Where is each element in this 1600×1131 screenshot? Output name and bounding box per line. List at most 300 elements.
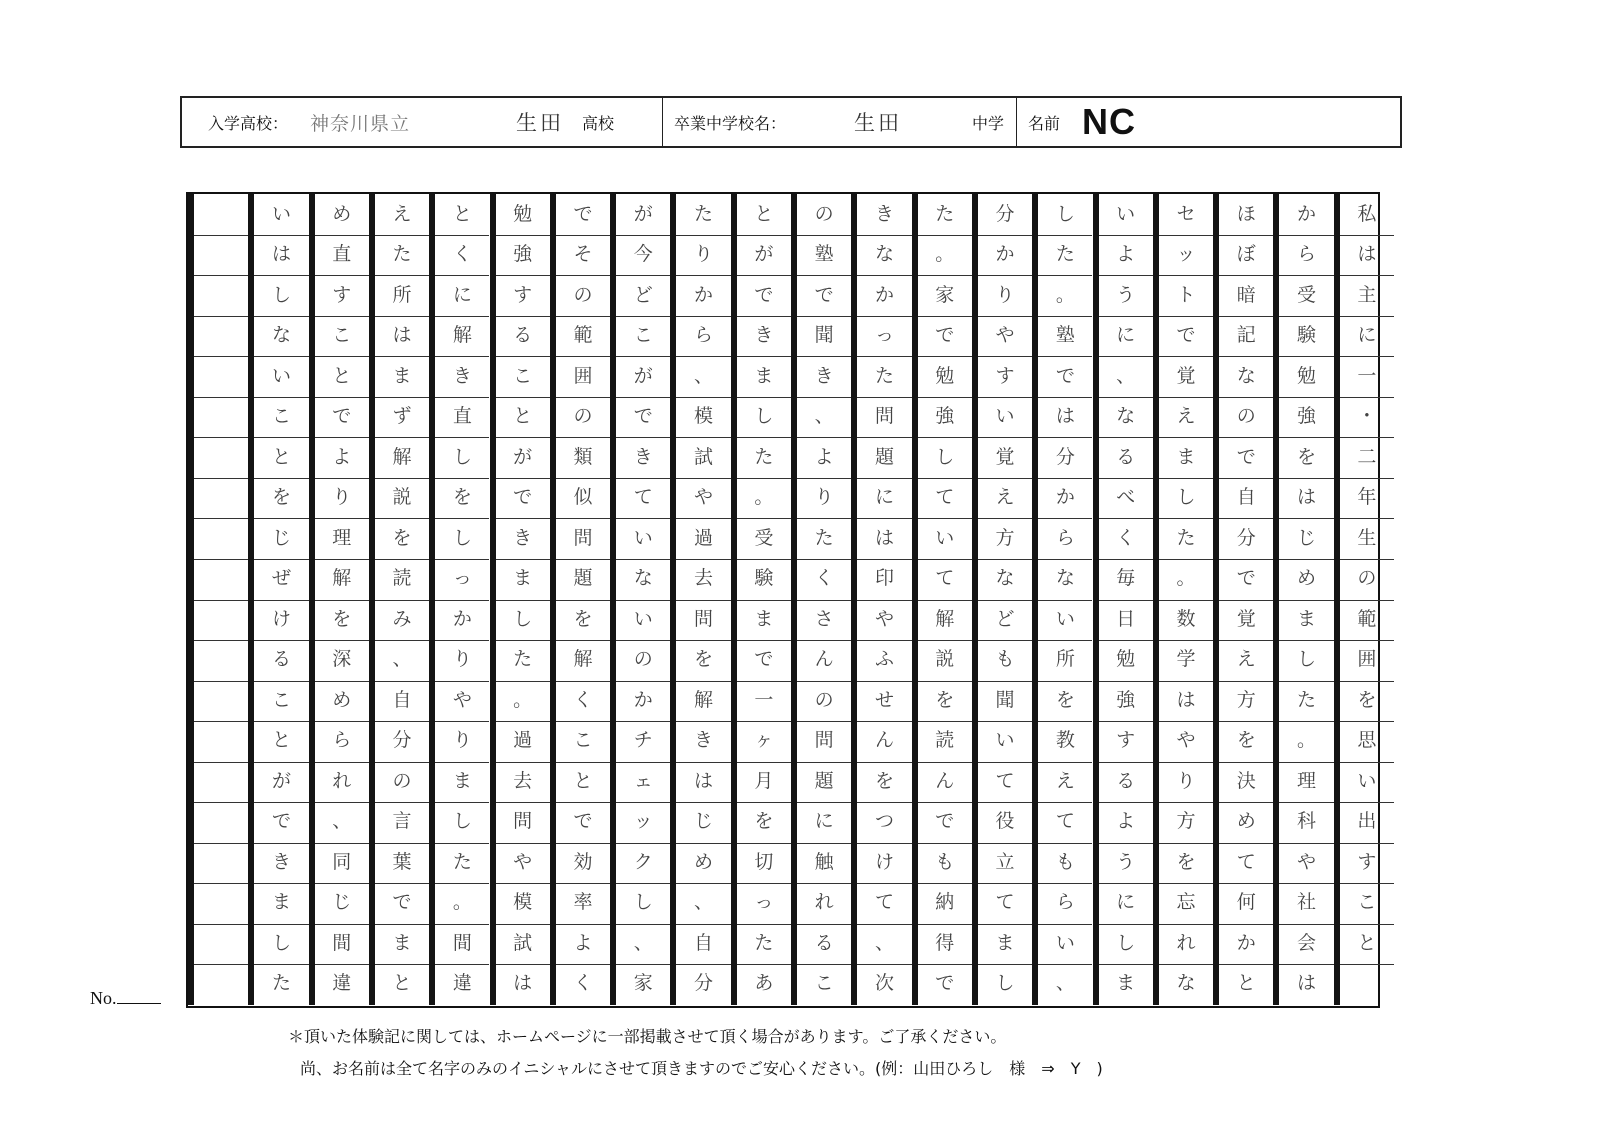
manuscript-cell: ら xyxy=(1297,243,1317,266)
manuscript-cell: を xyxy=(1297,445,1317,468)
row-line xyxy=(737,397,791,398)
row-line xyxy=(978,235,1032,236)
manuscript-cell: を xyxy=(573,607,593,630)
manuscript-cell: か xyxy=(1055,486,1075,509)
manuscript-cell: 違 xyxy=(452,972,472,995)
row-line xyxy=(254,397,308,398)
row-line xyxy=(1279,559,1333,560)
column-divider xyxy=(610,194,616,1005)
manuscript-cell: よ xyxy=(814,445,834,468)
manuscript-cell: よ xyxy=(573,931,593,954)
row-line xyxy=(375,721,429,722)
manuscript-cell: 説 xyxy=(935,648,955,671)
row-line xyxy=(435,397,489,398)
manuscript-cell: こ xyxy=(271,405,291,428)
manuscript-cell: 数 xyxy=(1176,607,1196,630)
manuscript-cell: 、 xyxy=(633,931,653,954)
row-line xyxy=(1038,437,1092,438)
row-line xyxy=(676,843,730,844)
manuscript-cell: 生 xyxy=(1357,526,1377,549)
row-line xyxy=(1099,964,1153,965)
manuscript-cell: と xyxy=(754,202,774,225)
manuscript-cell: こ xyxy=(271,688,291,711)
manuscript-cell: な xyxy=(633,567,653,590)
manuscript-cell: も xyxy=(995,648,1015,671)
row-line xyxy=(496,802,550,803)
manuscript-cell: り xyxy=(452,729,472,752)
manuscript-cell: ど xyxy=(633,283,653,306)
manuscript-cell: ク xyxy=(633,850,653,873)
manuscript-cell: 、 xyxy=(392,648,412,671)
row-line xyxy=(797,721,851,722)
manuscript-cell: よ xyxy=(1116,243,1136,266)
manuscript-cell: 強 xyxy=(1116,688,1136,711)
row-line xyxy=(918,924,972,925)
row-line xyxy=(254,883,308,884)
row-line xyxy=(315,478,369,479)
row-line xyxy=(194,883,248,884)
row-line xyxy=(315,518,369,519)
manuscript-cell: じ xyxy=(271,526,291,549)
row-line xyxy=(1340,802,1394,803)
manuscript-cell: の xyxy=(573,283,593,306)
manuscript-cell: く xyxy=(814,567,834,590)
manuscript-cell: い xyxy=(1116,202,1136,225)
manuscript-column xyxy=(315,194,369,1005)
manuscript-cell: な xyxy=(1176,972,1196,995)
column-divider xyxy=(912,194,918,1005)
row-line xyxy=(435,437,489,438)
manuscript-column xyxy=(1340,194,1394,1005)
manuscript-cell: り xyxy=(694,243,714,266)
manuscript-cell: 葉 xyxy=(392,850,412,873)
row-line xyxy=(1038,478,1092,479)
manuscript-cell: い xyxy=(935,526,955,549)
manuscript-cell: も xyxy=(1055,850,1075,873)
row-line xyxy=(918,802,972,803)
manuscript-column xyxy=(918,194,972,1005)
row-line xyxy=(254,518,308,519)
row-line xyxy=(797,762,851,763)
row-line xyxy=(194,316,248,317)
row-line xyxy=(978,681,1032,682)
row-line xyxy=(1279,681,1333,682)
manuscript-cell: と xyxy=(271,445,291,468)
manuscript-cell: ま xyxy=(392,931,412,954)
row-line xyxy=(1279,275,1333,276)
manuscript-cell: ん xyxy=(935,769,955,792)
row-line xyxy=(737,802,791,803)
column-divider xyxy=(1334,194,1340,1005)
row-line xyxy=(435,843,489,844)
manuscript-cell: め xyxy=(1297,567,1317,590)
row-line xyxy=(1159,235,1213,236)
row-line xyxy=(254,843,308,844)
manuscript-cell: る xyxy=(1116,769,1136,792)
row-line xyxy=(1038,964,1092,965)
row-line xyxy=(857,275,911,276)
row-line xyxy=(797,640,851,641)
row-line xyxy=(254,640,308,641)
manuscript-cell: と xyxy=(1236,972,1256,995)
row-line xyxy=(194,397,248,398)
manuscript-cell: 率 xyxy=(573,891,593,914)
manuscript-cell: に xyxy=(814,810,834,833)
manuscript-cell: が xyxy=(754,243,774,266)
name-label: 名前 xyxy=(1028,113,1061,133)
row-line xyxy=(556,883,610,884)
row-line xyxy=(1099,559,1153,560)
row-line xyxy=(1099,924,1153,925)
manuscript-cell: 問 xyxy=(573,526,593,549)
row-line xyxy=(737,924,791,925)
row-line xyxy=(918,883,972,884)
row-line xyxy=(1279,356,1333,357)
manuscript-cell: し xyxy=(995,972,1015,995)
row-line xyxy=(1038,802,1092,803)
row-line xyxy=(918,518,972,519)
manuscript-cell: と xyxy=(573,769,593,792)
manuscript-cell: こ xyxy=(573,729,593,752)
row-line xyxy=(737,600,791,601)
row-line xyxy=(1099,437,1153,438)
manuscript-cell: 塾 xyxy=(1055,324,1075,347)
row-line xyxy=(1099,356,1153,357)
manuscript-cell: で xyxy=(573,202,593,225)
row-line xyxy=(194,721,248,722)
manuscript-cell: 強 xyxy=(1297,405,1317,428)
manuscript-cell: で xyxy=(392,891,412,914)
manuscript-cell: こ xyxy=(814,972,834,995)
column-divider xyxy=(791,194,797,1005)
manuscript-cell: 、 xyxy=(694,891,714,914)
row-line xyxy=(1038,762,1092,763)
row-line xyxy=(1159,964,1213,965)
row-line xyxy=(375,235,429,236)
row-line xyxy=(1219,640,1273,641)
row-line xyxy=(496,478,550,479)
manuscript-cell: 二 xyxy=(1357,445,1377,468)
manuscript-cell: 勉 xyxy=(513,202,533,225)
row-line xyxy=(375,802,429,803)
manuscript-cell: 効 xyxy=(573,850,593,873)
manuscript-cell: ま xyxy=(513,567,533,590)
row-line xyxy=(857,924,911,925)
row-line xyxy=(1219,600,1273,601)
row-line xyxy=(737,518,791,519)
row-line xyxy=(1279,518,1333,519)
manuscript-cell: し xyxy=(754,405,774,428)
row-line xyxy=(1219,924,1273,925)
row-line xyxy=(375,843,429,844)
row-line xyxy=(616,478,670,479)
manuscript-cell: じ xyxy=(332,891,352,914)
manuscript-cell: え xyxy=(1176,405,1196,428)
manuscript-cell: で xyxy=(754,283,774,306)
manuscript-cell: 方 xyxy=(1236,688,1256,711)
manuscript-cell: な xyxy=(1236,364,1256,387)
manuscript-cell: え xyxy=(392,202,412,225)
manuscript-cell: も xyxy=(935,850,955,873)
row-line xyxy=(194,681,248,682)
manuscript-cell: れ xyxy=(332,769,352,792)
manuscript-cell: え xyxy=(995,486,1015,509)
manuscript-cell: て xyxy=(995,891,1015,914)
row-line xyxy=(737,316,791,317)
manuscript-cell: し xyxy=(1116,931,1136,954)
row-line xyxy=(556,518,610,519)
manuscript-cell: み xyxy=(392,607,412,630)
column-divider xyxy=(429,194,435,1005)
row-line xyxy=(315,883,369,884)
row-line xyxy=(1159,397,1213,398)
row-line xyxy=(496,437,550,438)
manuscript-cell: ん xyxy=(874,729,894,752)
row-line xyxy=(194,235,248,236)
row-line xyxy=(797,681,851,682)
manuscript-cell: が xyxy=(633,364,653,387)
manuscript-cell: る xyxy=(814,931,834,954)
row-line xyxy=(1340,235,1394,236)
manuscript-cell: う xyxy=(1116,283,1136,306)
manuscript-cell: め xyxy=(1236,810,1256,833)
row-line xyxy=(737,275,791,276)
manuscript-cell: 覚 xyxy=(1176,364,1196,387)
row-line xyxy=(978,478,1032,479)
row-line xyxy=(496,275,550,276)
row-line xyxy=(737,762,791,763)
row-line xyxy=(616,640,670,641)
manuscript-cell: で xyxy=(332,405,352,428)
row-line xyxy=(496,356,550,357)
row-line xyxy=(1340,600,1394,601)
row-line xyxy=(676,762,730,763)
manuscript-cell: 家 xyxy=(633,972,653,995)
row-line xyxy=(1099,478,1153,479)
row-line xyxy=(1099,235,1153,236)
column-divider xyxy=(248,194,254,1005)
row-line xyxy=(435,316,489,317)
row-line xyxy=(1038,640,1092,641)
row-line xyxy=(1340,640,1394,641)
manuscript-cell: を xyxy=(271,486,291,509)
manuscript-cell: 教 xyxy=(1055,729,1075,752)
row-line xyxy=(556,437,610,438)
row-line xyxy=(1159,762,1213,763)
row-line xyxy=(1038,518,1092,519)
manuscript-cell: 自 xyxy=(392,688,412,711)
manuscript-cell: く xyxy=(573,688,593,711)
row-line xyxy=(1219,478,1273,479)
row-line xyxy=(496,600,550,601)
column-divider xyxy=(670,194,676,1005)
row-line xyxy=(435,518,489,519)
manuscript-cell: 問 xyxy=(874,405,894,428)
manuscript-cell: 。 xyxy=(1297,729,1317,752)
row-line xyxy=(254,478,308,479)
manuscript-cell: 所 xyxy=(392,283,412,306)
row-line xyxy=(1099,518,1153,519)
row-line xyxy=(315,843,369,844)
manuscript-cell: 日 xyxy=(1116,607,1136,630)
manuscript-cell: 。 xyxy=(1176,567,1196,590)
manuscript-cell: 。 xyxy=(1055,283,1075,306)
manuscript-cell: い xyxy=(1357,769,1377,792)
row-line xyxy=(435,964,489,965)
row-line xyxy=(375,518,429,519)
manuscript-cell: ・ xyxy=(1357,405,1377,428)
row-line xyxy=(375,600,429,601)
manuscript-cell: い xyxy=(633,607,653,630)
row-line xyxy=(556,681,610,682)
manuscript-cell: 何 xyxy=(1236,891,1256,914)
row-line xyxy=(1219,681,1273,682)
row-line xyxy=(1219,721,1273,722)
row-line xyxy=(254,721,308,722)
row-line xyxy=(1219,518,1273,519)
row-line xyxy=(254,924,308,925)
manuscript-cell: に xyxy=(1116,324,1136,347)
manuscript-cell: ら xyxy=(1055,891,1075,914)
row-line xyxy=(857,437,911,438)
manuscript-cell: が xyxy=(513,445,533,468)
manuscript-cell: は xyxy=(1176,688,1196,711)
row-line xyxy=(978,762,1032,763)
manuscript-cell: 問 xyxy=(513,810,533,833)
manuscript-cell: で xyxy=(935,324,955,347)
manuscript-cell: を xyxy=(874,769,894,792)
row-line xyxy=(1219,397,1273,398)
row-line xyxy=(254,681,308,682)
row-line xyxy=(1099,762,1153,763)
row-line xyxy=(978,721,1032,722)
manuscript-cell: ま xyxy=(392,364,412,387)
row-line xyxy=(1279,802,1333,803)
row-line xyxy=(496,721,550,722)
manuscript-cell: な xyxy=(874,243,894,266)
row-line xyxy=(1340,681,1394,682)
row-line xyxy=(254,437,308,438)
column-divider xyxy=(309,194,315,1005)
row-line xyxy=(1038,681,1092,682)
row-line xyxy=(1099,316,1153,317)
row-line xyxy=(1279,235,1333,236)
row-line xyxy=(737,883,791,884)
row-line xyxy=(194,478,248,479)
manuscript-column xyxy=(616,194,670,1005)
row-line xyxy=(978,356,1032,357)
manuscript-cell: ぼ xyxy=(1236,243,1256,266)
manuscript-cell: 次 xyxy=(874,972,894,995)
row-line xyxy=(676,356,730,357)
row-line xyxy=(315,235,369,236)
manuscript-cell: た xyxy=(271,972,291,995)
manuscript-cell: こ xyxy=(513,364,533,387)
row-line xyxy=(737,478,791,479)
manuscript-cell: 分 xyxy=(392,729,412,752)
row-line xyxy=(194,437,248,438)
manuscript-column xyxy=(254,194,308,1005)
row-line xyxy=(676,802,730,803)
manuscript-cell: っ xyxy=(874,324,894,347)
row-line xyxy=(857,235,911,236)
manuscript-cell: き xyxy=(874,202,894,225)
manuscript-cell: な xyxy=(271,324,291,347)
row-line xyxy=(194,843,248,844)
row-line xyxy=(857,559,911,560)
row-line xyxy=(1038,356,1092,357)
row-line xyxy=(616,316,670,317)
row-line xyxy=(1159,681,1213,682)
manuscript-cell: す xyxy=(513,283,533,306)
manuscript-cell: で xyxy=(633,405,653,428)
manuscript-cell: 暗 xyxy=(1236,283,1256,306)
row-line xyxy=(616,397,670,398)
manuscript-cell: か xyxy=(452,607,472,630)
row-line xyxy=(375,964,429,965)
row-line xyxy=(616,559,670,560)
row-line xyxy=(1159,275,1213,276)
manuscript-cell: を xyxy=(1176,850,1196,873)
manuscript-cell: 分 xyxy=(694,972,714,995)
row-line xyxy=(676,235,730,236)
manuscript-cell: し xyxy=(513,607,533,630)
manuscript-cell: れ xyxy=(814,891,834,914)
page-number-label: No. xyxy=(90,988,117,1008)
row-line xyxy=(194,275,248,276)
row-line xyxy=(375,559,429,560)
school-label: 入学高校： xyxy=(208,113,289,133)
manuscript-cell: 。 xyxy=(935,243,955,266)
manuscript-cell: 同 xyxy=(332,850,352,873)
row-line xyxy=(1279,924,1333,925)
row-line xyxy=(194,356,248,357)
row-line xyxy=(435,802,489,803)
row-line xyxy=(857,762,911,763)
row-line xyxy=(857,681,911,682)
manuscript-cell: て xyxy=(995,769,1015,792)
row-line xyxy=(1340,518,1394,519)
row-line xyxy=(254,356,308,357)
row-line xyxy=(254,316,308,317)
manuscript-cell: 、 xyxy=(1116,364,1136,387)
manuscript-cell: 分 xyxy=(1055,445,1075,468)
column-divider xyxy=(1213,194,1219,1005)
row-line xyxy=(737,235,791,236)
row-line xyxy=(1340,843,1394,844)
row-line xyxy=(1159,600,1213,601)
row-line xyxy=(1279,600,1333,601)
row-line xyxy=(978,883,1032,884)
manuscript-cell: る xyxy=(513,324,533,347)
manuscript-cell: で xyxy=(814,283,834,306)
row-line xyxy=(616,802,670,803)
row-line xyxy=(978,559,1032,560)
manuscript-cell: ッ xyxy=(1176,243,1196,266)
manuscript-cell: 触 xyxy=(814,850,834,873)
row-line xyxy=(556,478,610,479)
manuscript-cell: 解 xyxy=(332,567,352,590)
row-line xyxy=(857,600,911,601)
manuscript-cell: を xyxy=(392,526,412,549)
manuscript-cell: を xyxy=(452,486,472,509)
manuscript-cell: 問 xyxy=(814,729,834,752)
manuscript-cell: く xyxy=(573,972,593,995)
row-line xyxy=(435,559,489,560)
manuscript-cell: べ xyxy=(1116,486,1136,509)
manuscript-cell: ら xyxy=(694,324,714,347)
row-line xyxy=(1099,600,1153,601)
